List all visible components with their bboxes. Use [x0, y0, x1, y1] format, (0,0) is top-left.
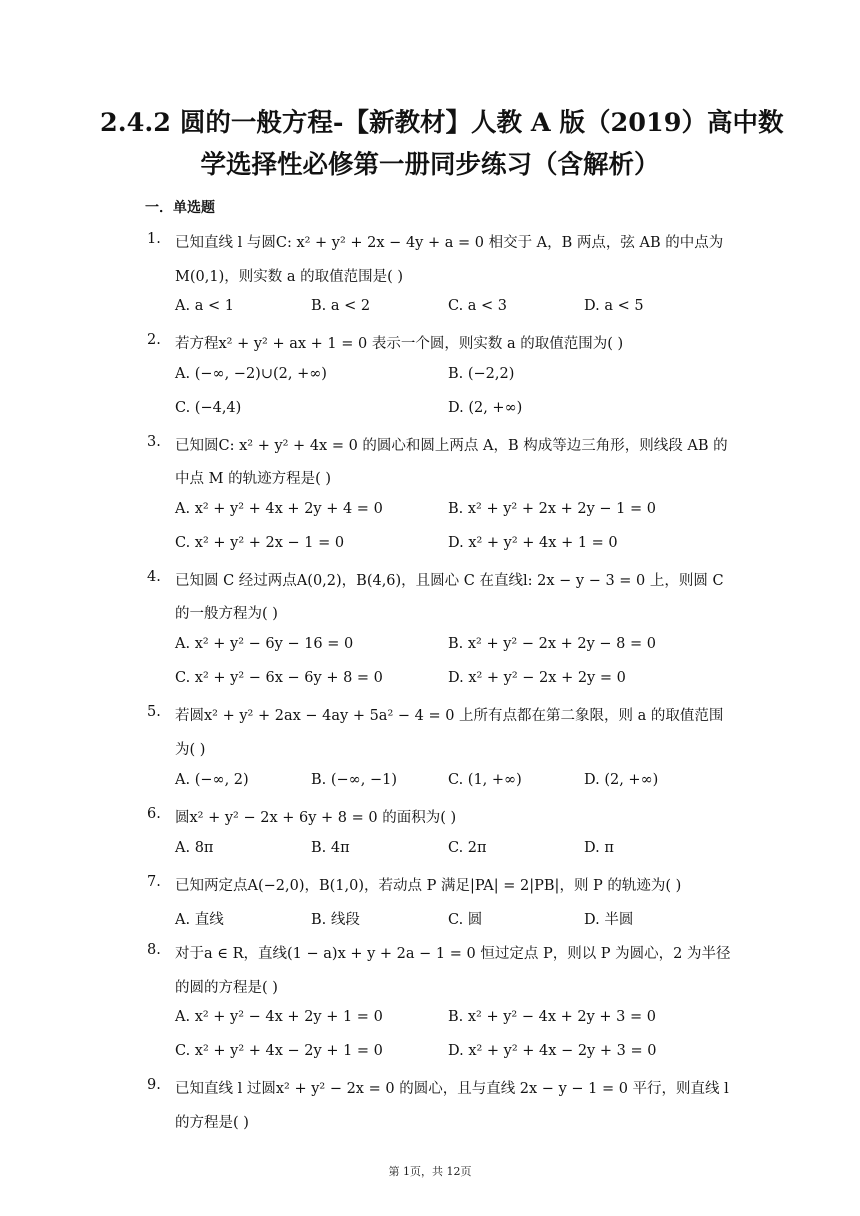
question-text: 圆x² + y² − 2x + 6y + 8 = 0 的面积为( )	[175, 810, 457, 826]
page-footer: 第 1页，共 12页	[388, 1165, 472, 1178]
option-c: C. (−4,4)	[175, 400, 242, 416]
option-a: A. 直线	[175, 912, 224, 928]
option-b: B. a < 2	[311, 298, 371, 314]
question-number: 8.	[147, 942, 161, 958]
option-d: D. (2, +∞)	[448, 400, 523, 416]
question-text: 已知圆C: x² + y² + 4x = 0 的圆心和圆上两点 A，B 构成等边三角形，则线段 AB 的	[175, 438, 728, 454]
option-b: B. 线段	[311, 912, 360, 928]
question-text: 的方程是( )	[175, 1115, 249, 1131]
question-text: 的一般方程为( )	[175, 606, 278, 622]
option-a: A. (−∞, −2)∪(2, +∞)	[175, 366, 327, 382]
question-text: 已知直线 l 与圆C: x² + y² + 2x − 4y + a = 0 相交于 A，B 两点，弦 AB 的中点为	[175, 235, 724, 251]
question-number: 5.	[147, 704, 161, 720]
question-text: 已知圆 C 经过两点A(0,2)，B(4,6)，且圆心 C 在直线l: 2x − y − 3 = 0 上，则圆 C	[175, 573, 724, 589]
option-a: A. x² + y² − 4x + 2y + 1 = 0	[175, 1009, 383, 1025]
option-a: A. x² + y² − 6y − 16 = 0	[175, 636, 354, 652]
question-text: 若圆x² + y² + 2ax − 4ay + 5a² − 4 = 0 上所有点都在第二象限，则 a 的取值范围	[175, 708, 724, 724]
question-text: 为( )	[175, 742, 206, 758]
option-b: B. (−2,2)	[448, 366, 515, 382]
option-d: D. x² + y² + 4x + 1 = 0	[448, 535, 618, 551]
option-d: D. π	[584, 840, 614, 856]
question-text: M(0,1)，则实数 a 的取值范围是( )	[175, 269, 404, 285]
question-text: 已知两定点A(−2,0)，B(1,0)，若动点 P 满足|PA| = 2|PB|，则 P 的轨迹为( )	[175, 878, 682, 894]
option-d: D. a < 5	[584, 298, 644, 314]
question-text: 若方程x² + y² + ax + 1 = 0 表示一个圆，则实数 a 的取值范围为( )	[175, 336, 624, 352]
option-c: C. x² + y² + 2x − 1 = 0	[175, 535, 345, 551]
option-d: D. 半圆	[584, 912, 634, 928]
question-number: 3.	[147, 434, 161, 450]
question-number: 1.	[147, 231, 161, 247]
option-b: B. x² + y² − 2x + 2y − 8 = 0	[448, 636, 656, 652]
option-c: C. x² + y² − 6x − 6y + 8 = 0	[175, 670, 383, 686]
option-c: C. x² + y² + 4x − 2y + 1 = 0	[175, 1043, 383, 1059]
question-text: 中点 M 的轨迹方程是( )	[175, 471, 331, 487]
question-number: 6.	[147, 806, 161, 822]
document-title-line-2: 学选择性必修第一册同步练习（含解析）	[200, 150, 660, 180]
option-b: B. (−∞, −1)	[311, 772, 398, 788]
option-d: D. x² + y² + 4x − 2y + 3 = 0	[448, 1043, 657, 1059]
question-text: 对于a ∈ R，直线(1 − a)x + y + 2a − 1 = 0 恒过定点 P，则以 P 为圆心，2 为半径	[175, 946, 731, 962]
option-a: A. a < 1	[175, 298, 234, 314]
option-c: C. 圆	[448, 912, 483, 928]
option-c: C. a < 3	[448, 298, 508, 314]
option-c: C. (1, +∞)	[448, 772, 522, 788]
question-text: 已知直线 l 过圆x² + y² − 2x = 0 的圆心，且与直线 2x − y − 1 = 0 平行，则直线 l	[175, 1081, 729, 1097]
question-text: 的圆的方程是( )	[175, 980, 278, 996]
question-number: 7.	[147, 874, 161, 890]
option-b: B. 4π	[311, 840, 350, 856]
question-number: 2.	[147, 332, 161, 348]
question-number: 4.	[147, 569, 161, 585]
option-d: D. x² + y² − 2x + 2y = 0	[448, 670, 626, 686]
document-title-line-1: 2.4.2 圆的一般方程-【新教材】人教 A 版（2019）高中数	[100, 108, 784, 138]
option-a: A. x² + y² + 4x + 2y + 4 = 0	[175, 501, 383, 517]
option-b: B. x² + y² + 2x + 2y − 1 = 0	[448, 501, 656, 517]
section-heading: 一．单选题	[145, 200, 215, 216]
question-number: 9.	[147, 1077, 161, 1093]
option-a: A. (−∞, 2)	[175, 772, 249, 788]
option-d: D. (2, +∞)	[584, 772, 659, 788]
option-b: B. x² + y² − 4x + 2y + 3 = 0	[448, 1009, 656, 1025]
option-c: C. 2π	[448, 840, 487, 856]
option-a: A. 8π	[175, 840, 214, 856]
